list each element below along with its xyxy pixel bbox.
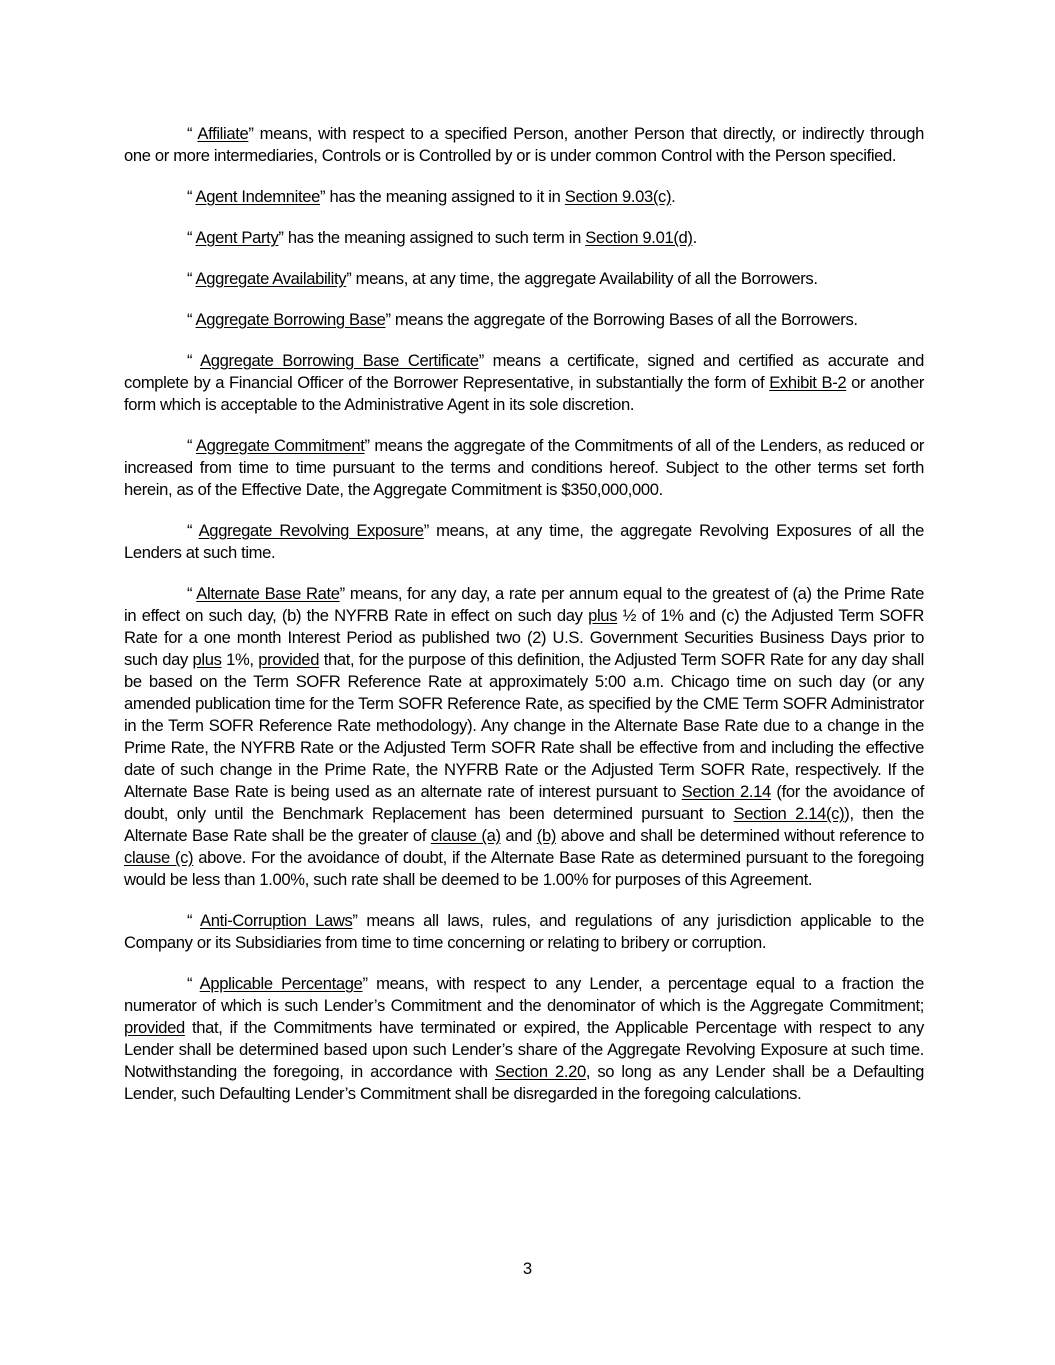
definition-text: “	[187, 228, 196, 247]
defined-term: Affiliate	[197, 124, 249, 143]
definition-text: .	[692, 228, 697, 247]
cross-reference: Exhibit B-2	[769, 373, 847, 392]
definition-text: or another form which is acceptable to the Administrative Agent in its sole discretion.	[124, 373, 924, 414]
defined-term: Aggregate Revolving Exposure	[198, 521, 424, 540]
definition-text: ” means, with respect to a specified Person, another Person that directly, or indirectly through one or more intermediaries, Controls or is Controlled by or is under common Control with the Person specified.	[124, 124, 924, 165]
cross-reference: plus	[588, 606, 618, 625]
defined-term: Applicable Percentage	[199, 974, 363, 993]
definition-text: “	[187, 124, 198, 143]
defined-term: Aggregate Commitment	[195, 436, 365, 455]
definition-text: that, for the purpose of this definition, the Adjusted Term SOFR Rate for any day shall be based on the Term SOFR Reference Rate at approximately 5:00 a.m. Chicago time on such day (or any amended publication time for the Term SOFR Reference Rate, as specified by the CME Term SOFR Administrator in the Term SOFR Reference Rate methodology). Any change in the Alternate Base Rate due to a change in the Prime Rate, the NYFRB Rate or the Adjusted Term SOFR Rate shall be effective from and including the effective date of such change in the Prime Rate, the NYFRB Rate or the Adjusted Term SOFR Rate, respectively. If the Alternate Base Rate is being used as an alternate rate of interest pursuant to	[124, 650, 924, 801]
definition-text: 1%,	[221, 650, 259, 669]
definition-text: “	[187, 187, 196, 206]
cross-reference: provided	[124, 1018, 185, 1037]
definition-text: and	[500, 826, 537, 845]
definition-aggregate-borrowing-base	[124, 309, 924, 331]
page-number: 3	[522, 1259, 533, 1278]
definition-text: “	[187, 974, 200, 993]
definition-text: “	[187, 310, 196, 329]
definition-text: “	[187, 584, 197, 603]
definition-text: that, if the Commitments have terminated or expired, the Applicable Percentage with respect to any Lender shall be determined based upon such Lender’s share of the Aggregate Revolving Exposure at such time. Notwithstanding the foregoing, in accordance with	[124, 1018, 924, 1081]
defined-term: Agent Party	[195, 228, 279, 247]
definition-text: ” means the aggregate of the Commitments of all of the Lenders, as reduced or increased from time to time pursuant to the terms and conditions hereof. Subject to the other terms set forth herein, as of the Effective Date, the Aggregate Commitment is $350,000,000.	[124, 436, 924, 499]
definitions-list	[124, 123, 924, 1124]
definition-text: “	[187, 911, 200, 930]
definition-text: ” means the aggregate of the Borrowing Bases of all the Borrowers.	[385, 310, 858, 329]
definition-text: “	[187, 269, 196, 288]
definition-text: “	[187, 351, 201, 370]
definition-text: ” means, with respect to any Lender, a percentage equal to a fraction the numerator of which is such Lender’s Commitment and the denominator of which is the Aggregate Commitment;	[124, 974, 925, 1015]
definition-text: above. For the avoidance of doubt, if the Alternate Base Rate as determined pursuant to the foregoing would be less than 1.00%, such rate shall be deemed to be 1.00% for purposes of this Agreement.	[124, 848, 924, 889]
definition-text: ” means, for any day, a rate per annum equal to the greatest of (a) the Prime Rate in effect on such day, (b) the NYFRB Rate in effect on such day	[124, 584, 924, 625]
definition-aggregate-revolving-exposure	[124, 520, 924, 564]
definition-anti-corruption-laws	[124, 910, 924, 954]
definition-agent-party	[124, 227, 924, 249]
definition-text: above and shall be determined without reference to	[556, 826, 924, 845]
defined-term: Alternate Base Rate	[196, 584, 340, 603]
definition-text: ” means a certificate, signed and certified as accurate and complete by a Financial Officer of the Borrower Representative, in substantially the form of	[124, 351, 925, 392]
definition-text: ” has the meaning assigned to such term in	[278, 228, 586, 247]
defined-term: Aggregate Borrowing Base Certificate	[200, 351, 479, 370]
definition-affiliate	[124, 123, 924, 167]
cross-reference: Section 9.03(c)	[564, 187, 672, 206]
definition-agent-indemnitee	[124, 186, 924, 208]
cross-reference: Section 2.14	[681, 782, 771, 801]
cross-reference: Section 2.20	[494, 1062, 586, 1081]
cross-reference: clause (c)	[124, 848, 194, 867]
definition-text: “	[187, 521, 199, 540]
cross-reference: provided	[258, 650, 320, 669]
cross-reference: plus	[192, 650, 222, 669]
definition-aggregate-borrowing-base-certificate	[124, 350, 924, 416]
defined-term: Anti-Corruption Laws	[200, 911, 353, 930]
definition-text: .	[671, 187, 676, 206]
definition-text: ” means, at any time, the aggregate Revolving Exposures of all the Lenders at such time.	[124, 521, 925, 562]
cross-reference: clause (a)	[430, 826, 501, 845]
defined-term: Aggregate Borrowing Base	[195, 310, 386, 329]
definition-text: ), then the Alternate Base Rate shall be the greater of	[124, 804, 924, 845]
definition-text: ” means all laws, rules, and regulations of any jurisdiction applicable to the Company or its Subsidiaries from time to time concerning or relating to bribery or corruption.	[124, 911, 924, 952]
defined-term: Agent Indemnitee	[195, 187, 321, 206]
definition-alternate-base-rate	[124, 583, 924, 891]
definition-text: “	[187, 436, 196, 455]
definition-text: ” means, at any time, the aggregate Availability of all the Borrowers.	[346, 269, 818, 288]
defined-term: Aggregate Availability	[195, 269, 347, 288]
cross-reference: Section 9.01(d)	[585, 228, 693, 247]
cross-reference: Section 2.14(c)	[733, 804, 845, 823]
definition-text: , so long as any Lender shall be a Defaulting Lender, such Defaulting Lender’s Commitment shall be disregarded in the foregoing calculations.	[124, 1062, 924, 1103]
cross-reference: (b)	[536, 826, 557, 845]
definition-aggregate-availability	[124, 268, 924, 290]
definition-aggregate-commitment	[124, 435, 924, 501]
definition-applicable-percentage	[124, 973, 924, 1105]
definition-text: (for the avoidance of doubt, only until the Benchmark Replacement has been determined pursuant to	[124, 782, 924, 823]
definition-text: ” has the meaning assigned to it in	[320, 187, 565, 206]
definition-text: ½ of 1% and (c) the Adjusted Term SOFR Rate for a one month Interest Period as published two (2) U.S. Government Securities Business Days prior to such day	[124, 606, 925, 669]
